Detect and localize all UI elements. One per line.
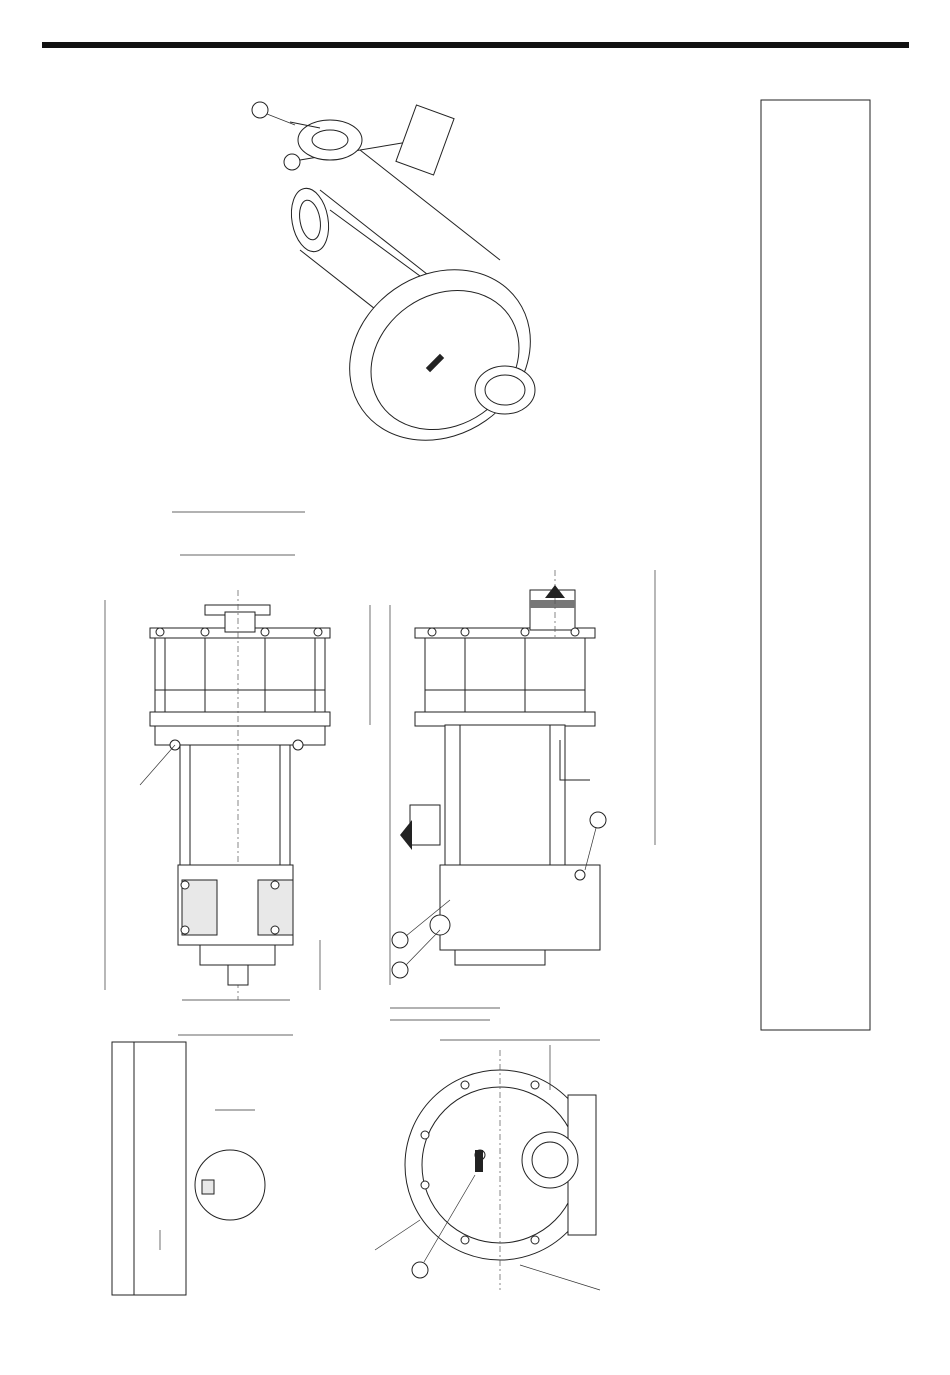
side-view-top (150, 590, 330, 1000)
shaft-detail (160, 1110, 265, 1250)
end-view (405, 1050, 596, 1290)
dimension-6x18 (140, 745, 175, 785)
callout-V (585, 812, 606, 870)
dimension-395 (375, 1220, 420, 1250)
data-table (761, 100, 870, 1030)
side-view-bottom (400, 570, 600, 965)
legend-table (112, 1042, 186, 1295)
dimension-2250 (520, 1265, 600, 1290)
callout-N (252, 102, 295, 125)
iso-view (284, 105, 564, 475)
header-rule (42, 42, 909, 48)
